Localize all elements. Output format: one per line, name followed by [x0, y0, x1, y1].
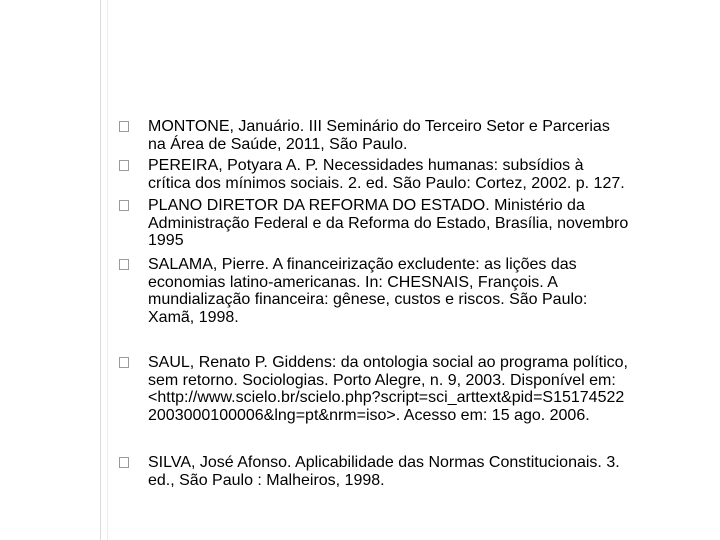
square-bullet-icon: [119, 121, 129, 132]
reference-text: PLANO DIRETOR DA REFORMA DO ESTADO. Ministério da Administração Federal e da Reforma do Estado, Brasília, novembro 1995: [148, 197, 629, 249]
reference-item-pereira: [148, 157, 708, 192]
square-bullet-icon: [119, 200, 129, 211]
reference-text: SALAMA, Pierre. A financeirização excludente: as lições das economias latino-americanas. In: CHESNAIS, François. A mundialização financeira: gênese, custos e riscos. São Paulo: Xamã, 1998.: [148, 256, 588, 326]
reference-item-salama: [148, 256, 708, 326]
square-bullet-icon: [119, 457, 129, 468]
reference-text: MONTONE, Januário. III Seminário do Terceiro Setor e Parcerias na Área de Saúde, 2011, São Paulo.: [148, 118, 610, 153]
square-bullet-icon: [119, 259, 129, 270]
reference-text: SAUL, Renato P. Giddens: da ontologia social ao programa político, sem retorno. Sociologias. Porto Alegre, n. 9, 2003. Disponível em: <http://www.scielo.br/scielo.php?script=sci_arttext&pid=S15174522 2003000100006&lng=pt&nrm=iso>. Acesso em: 15 ago. 2006.: [148, 354, 628, 424]
square-bullet-icon: [119, 357, 129, 368]
reference-text: PEREIRA, Potyara A. P. Necessidades humanas: subsídios à crítica dos mínimos sociais. 2. ed. São Paulo: Cortez, 2002. p. 127.: [148, 157, 625, 192]
reference-item-plano-diretor: [148, 197, 708, 250]
reference-text: SILVA, José Afonso. Aplicabilidade das Normas Constitucionais. 3. ed., São Paulo : Malheiros, 1998.: [148, 454, 620, 489]
reference-item-silva: [148, 454, 708, 489]
reference-item-montone: [148, 118, 708, 153]
square-bullet-icon: [119, 160, 129, 171]
reference-item-saul: [148, 354, 708, 424]
